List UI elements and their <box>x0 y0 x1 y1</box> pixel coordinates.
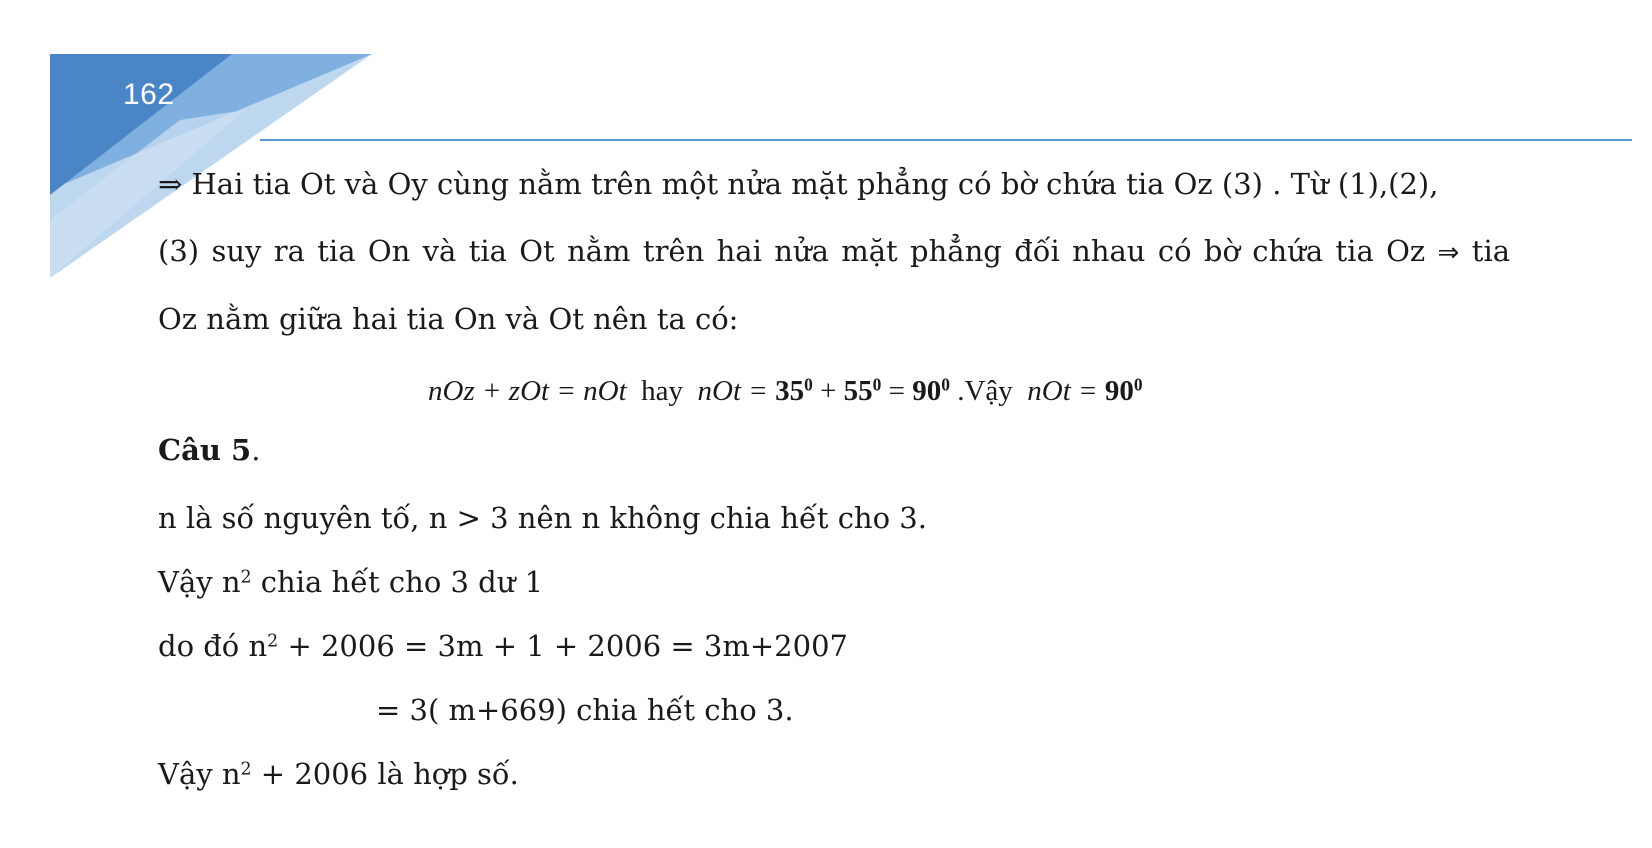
equation-vay: .Vậy <box>957 375 1013 407</box>
equation-calc-lhs: nOt = <box>697 375 776 407</box>
paragraph-line-2-end: tia <box>1471 234 1511 268</box>
header-rule <box>260 139 1632 141</box>
degree-mark: 0 <box>1133 374 1143 395</box>
cau5-line-5 <box>158 757 519 792</box>
cau5-line-1: n là số nguyên tố, n > 3 nên n không chia hết cho 3. <box>158 501 927 535</box>
cau5-line-3-a: do đó n <box>158 629 268 663</box>
equation-value-55: 55 <box>843 375 873 407</box>
cau5-heading <box>158 433 260 468</box>
implies-arrow-icon: ⇒ <box>1437 238 1460 268</box>
paragraph-line-3: Oz nằm giữa hai tia On và Ot nên ta có: <box>158 302 739 336</box>
cau5-line-2 <box>158 565 543 600</box>
cau5-line-4: = 3( m+669) chia hết cho 3. <box>376 693 794 727</box>
equation-equals: = <box>881 375 913 407</box>
equation-result-lhs: nOt = <box>1027 375 1105 407</box>
degree-mark: 0 <box>804 374 813 395</box>
cau5-line-2-b: chia hết cho 3 dư 1 <box>251 565 544 599</box>
paragraph-line-2 <box>158 234 1510 269</box>
equation-value-35: 35 <box>775 375 805 407</box>
page-number: 162 <box>123 78 175 111</box>
cau5-line-5-a: Vậy n <box>158 757 241 791</box>
cau5-heading-dot: . <box>251 433 261 467</box>
equation-result-value: 90 <box>1104 375 1134 407</box>
cau5-line-5-b: + 2006 là hợp số. <box>251 757 519 791</box>
equation-hay: hay <box>641 375 684 407</box>
angle-equation <box>428 374 1143 409</box>
degree-mark: 0 <box>941 374 950 395</box>
paragraph-line-2-text: (3) suy ra tia On và tia Ot nằm trên hai nửa mặt phẳng đối nhau có bờ chứa tia Oz <box>158 234 1426 268</box>
cau5-line-3-b: + 2006 = 3m + 1 + 2006 = 3m+2007 <box>278 629 848 663</box>
cau5-heading-text: Câu 5 <box>158 433 252 467</box>
equation-value-90: 90 <box>912 375 942 407</box>
cau5-line-3 <box>158 629 848 664</box>
paragraph-line-1: ⇒ Hai tia Ot và Oy cùng nằm trên một nửa mặt phẳng có bờ chứa tia Oz (3) . Từ (1),(2), <box>158 167 1439 201</box>
equation-angle-sum: nOz + zOt = nOt <box>428 375 627 407</box>
degree-mark: 0 <box>872 374 882 395</box>
equation-plus: + <box>812 375 844 407</box>
square-exponent: 2 <box>240 567 252 588</box>
square-exponent: 2 <box>240 759 252 780</box>
cau5-line-2-a: Vậy n <box>158 565 241 599</box>
square-exponent: 2 <box>267 631 279 652</box>
